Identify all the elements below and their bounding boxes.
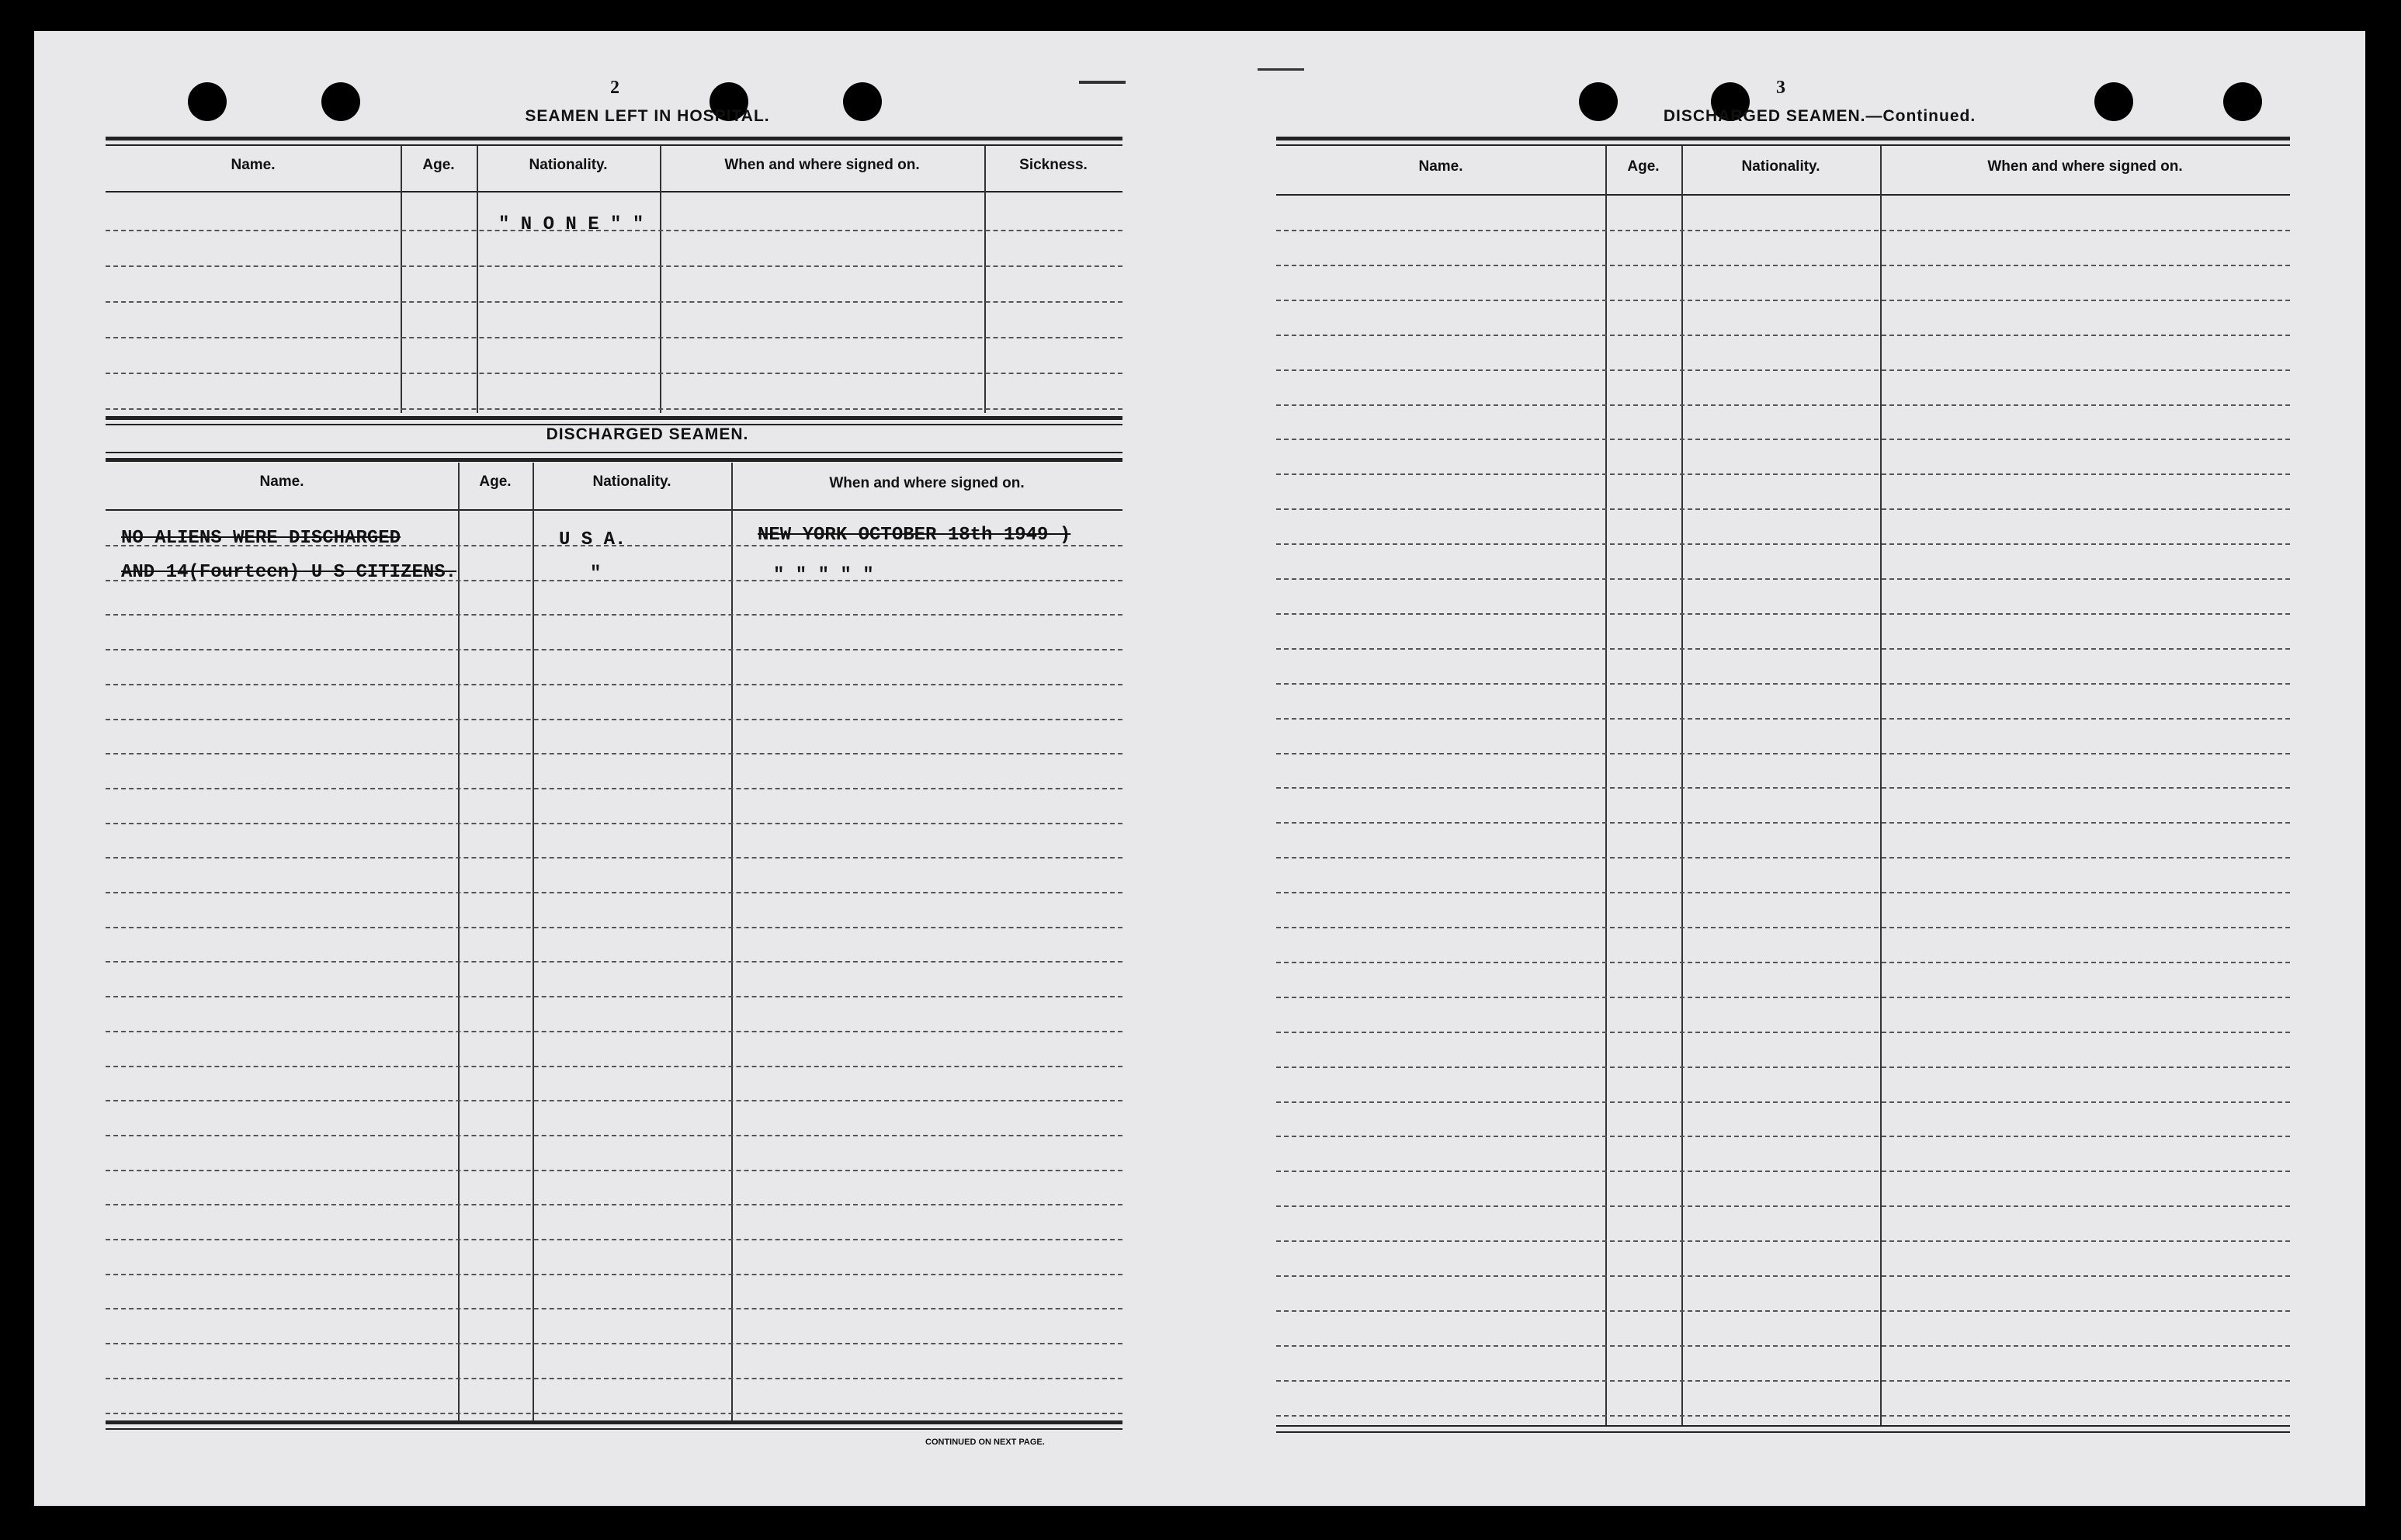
row-rule xyxy=(1276,369,2290,371)
row-rule xyxy=(1276,543,2290,545)
ink-mark xyxy=(1079,81,1126,84)
row-rule xyxy=(1276,962,2290,963)
rule xyxy=(1276,1431,2290,1433)
row-rule xyxy=(1276,473,2290,475)
discharged-header-name: Name. xyxy=(259,473,304,490)
row-rule xyxy=(106,753,1122,754)
row-rule xyxy=(1276,1310,2290,1312)
row-rule xyxy=(106,1378,1122,1379)
row-rule xyxy=(1276,439,2290,440)
rule xyxy=(106,509,1122,511)
row-rule xyxy=(106,1274,1122,1275)
rule xyxy=(106,191,1122,192)
punch-hole xyxy=(321,82,360,121)
row-rule xyxy=(106,927,1122,928)
page-number-left: 2 xyxy=(610,78,619,98)
row-rule xyxy=(106,337,1122,338)
row-rule xyxy=(1276,404,2290,406)
right-header-name: Name. xyxy=(1418,158,1463,175)
row-rule xyxy=(1276,822,2290,824)
rule xyxy=(1276,194,2290,196)
column-divider xyxy=(1681,146,1683,1425)
row-rule xyxy=(106,892,1122,893)
row-rule xyxy=(1276,300,2290,301)
row-rule xyxy=(106,961,1122,962)
row-rule xyxy=(1276,1101,2290,1103)
row-rule xyxy=(106,996,1122,997)
discharged-continued-title: DISCHARGED SEAMEN.—Continued. xyxy=(1663,107,1976,125)
continued-footer: CONTINUED ON NEXT PAGE. xyxy=(925,1438,1045,1447)
column-divider xyxy=(731,463,733,1422)
right-header-age: Age. xyxy=(1627,158,1660,175)
row-rule xyxy=(1276,787,2290,789)
row-rule xyxy=(1276,1275,2290,1277)
punch-hole xyxy=(2223,82,2262,121)
row-rule xyxy=(1276,927,2290,928)
discharged-row-2-signed-on: " " " " " xyxy=(773,565,874,586)
row-rule xyxy=(106,649,1122,650)
hospital-header-signed-on: When and where signed on. xyxy=(724,157,920,173)
row-rule xyxy=(106,1343,1122,1344)
hospital-header-sickness: Sickness. xyxy=(1019,157,1088,173)
row-rule xyxy=(1276,1032,2290,1033)
document-page xyxy=(34,31,2365,1506)
row-rule xyxy=(106,684,1122,685)
row-rule xyxy=(106,788,1122,789)
discharged-row-1-name: NO ALIENS WERE DISCHARGED xyxy=(121,528,401,549)
row-rule xyxy=(106,1413,1122,1414)
hospital-section-title: SEAMEN LEFT IN HOSPITAL. xyxy=(525,107,770,125)
column-divider xyxy=(1880,146,1882,1425)
ink-mark xyxy=(1258,68,1304,71)
row-rule xyxy=(106,1066,1122,1067)
rule xyxy=(106,458,1122,462)
row-rule xyxy=(106,1031,1122,1032)
row-rule xyxy=(106,719,1122,720)
rule xyxy=(106,137,1122,140)
rule xyxy=(106,144,1122,146)
row-rule xyxy=(106,1204,1122,1205)
rule xyxy=(106,416,1122,420)
row-rule xyxy=(106,1308,1122,1309)
hospital-header-name: Name. xyxy=(231,157,276,173)
row-rule xyxy=(1276,753,2290,754)
discharged-section-title: DISCHARGED SEAMEN. xyxy=(546,425,749,443)
rule xyxy=(1276,137,2290,140)
row-rule xyxy=(106,1100,1122,1101)
row-rule xyxy=(106,614,1122,616)
row-rule xyxy=(106,373,1122,374)
hospital-header-nationality: Nationality. xyxy=(529,157,608,173)
row-rule xyxy=(106,1170,1122,1171)
rule xyxy=(1276,144,2290,146)
row-rule xyxy=(106,857,1122,858)
rule xyxy=(106,452,1122,453)
discharged-header-nationality: Nationality. xyxy=(592,473,671,490)
punch-hole xyxy=(188,82,227,121)
row-rule xyxy=(106,1239,1122,1240)
row-rule xyxy=(1276,335,2290,336)
page-number-right: 3 xyxy=(1776,78,1785,98)
row-rule xyxy=(1276,1171,2290,1172)
row-rule xyxy=(106,408,1122,410)
row-rule xyxy=(1276,1415,2290,1417)
row-rule xyxy=(1276,648,2290,650)
rule xyxy=(1276,1425,2290,1427)
row-rule xyxy=(1276,857,2290,858)
row-rule xyxy=(1276,1067,2290,1068)
discharged-row-2-nationality: " xyxy=(590,564,602,584)
discharged-header-signed-on: When and where signed on. xyxy=(829,475,1025,491)
punch-hole xyxy=(2094,82,2133,121)
hospital-nationality-entry: " N O N E " " xyxy=(498,214,644,235)
column-divider xyxy=(458,463,460,1422)
rule xyxy=(106,1428,1122,1430)
right-header-nationality: Nationality. xyxy=(1741,158,1820,175)
row-rule xyxy=(1276,892,2290,893)
row-rule xyxy=(1276,265,2290,266)
row-rule xyxy=(106,823,1122,824)
discharged-header-age: Age. xyxy=(479,473,512,490)
discharged-row-1-nationality: U S A. xyxy=(559,529,626,550)
row-rule xyxy=(1276,718,2290,720)
row-rule xyxy=(1276,1205,2290,1207)
rule xyxy=(106,1420,1122,1424)
row-rule xyxy=(106,265,1122,267)
row-rule xyxy=(1276,683,2290,685)
row-rule xyxy=(106,1135,1122,1136)
row-rule xyxy=(106,301,1122,303)
row-rule xyxy=(1276,613,2290,615)
discharged-row-2-name: AND 14(Fourteen) U S CITIZENS. xyxy=(121,562,457,583)
right-header-signed-on: When and where signed on. xyxy=(1987,158,2183,175)
row-rule xyxy=(1276,1345,2290,1347)
row-rule xyxy=(1276,1380,2290,1382)
column-divider xyxy=(533,463,534,1422)
row-rule xyxy=(1276,508,2290,510)
row-rule xyxy=(1276,1240,2290,1242)
row-rule xyxy=(1276,1136,2290,1137)
row-rule xyxy=(1276,578,2290,580)
column-divider xyxy=(1605,146,1607,1425)
row-rule xyxy=(1276,230,2290,231)
row-rule xyxy=(1276,997,2290,998)
discharged-row-1-signed-on: NEW YORK OCTOBER 18th 1949 ) xyxy=(758,525,1071,546)
hospital-header-age: Age. xyxy=(422,157,455,173)
